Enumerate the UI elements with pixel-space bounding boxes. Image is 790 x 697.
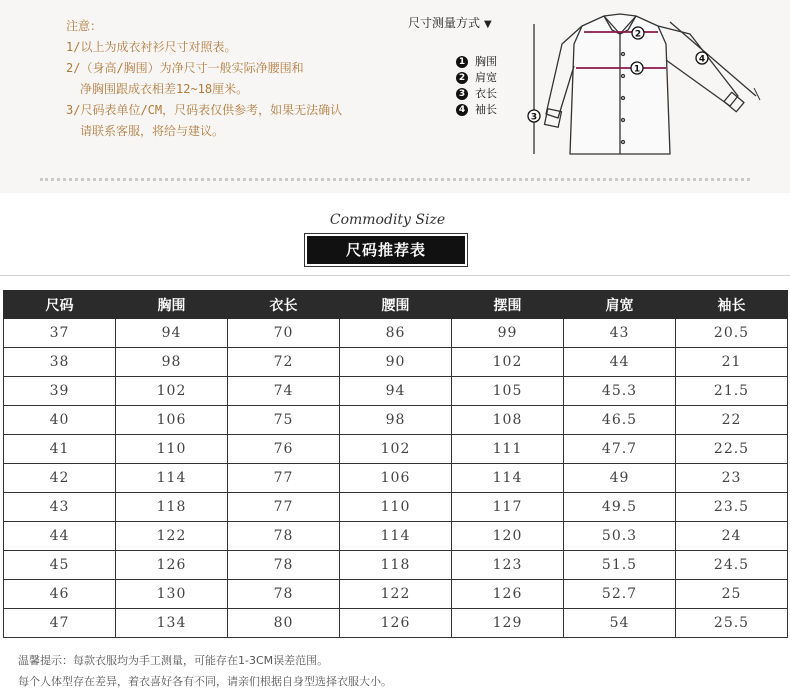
legend-item	[456, 102, 497, 118]
measure-method-title	[408, 14, 492, 31]
legend-label: 胸围	[475, 55, 497, 68]
table-row	[4, 493, 788, 522]
section-title: 尺码推荐表	[307, 236, 465, 264]
header-shoulder: 肩宽	[564, 291, 676, 319]
note-line: 净胸围跟成衣相差12~18厘米。	[80, 82, 249, 96]
table-cell: 126	[452, 580, 564, 609]
marker-shoulder: 2	[634, 29, 642, 40]
table-cell: 78	[228, 580, 340, 609]
table-cell: 51.5	[564, 551, 676, 580]
table-cell: 52.7	[564, 580, 676, 609]
table-cell: 110	[340, 493, 452, 522]
table-cell: 86	[340, 319, 452, 348]
legend-item	[456, 86, 497, 102]
shirt-measure-icon	[520, 4, 770, 162]
table-cell: 130	[116, 580, 228, 609]
table-cell: 77	[228, 464, 340, 493]
table-row	[4, 377, 788, 406]
table-cell: 45	[4, 551, 116, 580]
table-cell: 105	[452, 377, 564, 406]
table-row	[4, 522, 788, 551]
table-cell: 44	[564, 348, 676, 377]
section-divider	[0, 275, 790, 276]
legend-label: 衣长	[475, 87, 497, 100]
marker-length: 3	[530, 112, 538, 123]
table-cell: 20.5	[676, 319, 788, 348]
table-cell: 21	[676, 348, 788, 377]
table-cell: 129	[452, 609, 564, 638]
header-length: 衣长	[228, 291, 340, 319]
table-cell: 41	[4, 435, 116, 464]
header-hem: 摆围	[452, 291, 564, 319]
note-line: 请联系客服，将给与建议。	[80, 124, 225, 138]
table-cell: 108	[452, 406, 564, 435]
table-row	[4, 580, 788, 609]
table-cell: 122	[340, 580, 452, 609]
size-notes	[66, 16, 396, 142]
table-cell: 25	[676, 580, 788, 609]
table-cell: 118	[340, 551, 452, 580]
table-cell: 43	[564, 319, 676, 348]
table-cell: 114	[340, 522, 452, 551]
tip-line: 温馨提示：每款衣服均为手工测量，可能存在1-3CM误差范围。	[18, 654, 329, 667]
legend-item	[456, 54, 497, 70]
table-cell: 94	[116, 319, 228, 348]
table-cell: 47	[4, 609, 116, 638]
table-row	[4, 609, 788, 638]
table-cell: 102	[452, 348, 564, 377]
table-cell: 98	[116, 348, 228, 377]
table-cell: 99	[452, 319, 564, 348]
table-cell: 24	[676, 522, 788, 551]
legend-label: 袖长	[475, 103, 497, 116]
table-cell: 44	[4, 522, 116, 551]
table-cell: 45.3	[564, 377, 676, 406]
table-cell: 106	[340, 464, 452, 493]
legend-label: 肩宽	[475, 71, 497, 84]
number-badge-icon: 2	[456, 72, 468, 84]
table-cell: 118	[116, 493, 228, 522]
table-cell: 126	[340, 609, 452, 638]
table-cell: 120	[452, 522, 564, 551]
dotted-divider	[40, 178, 750, 181]
section-title-box	[304, 233, 468, 267]
header-size: 尺码	[4, 291, 116, 319]
table-row	[4, 406, 788, 435]
table-row	[4, 348, 788, 377]
size-table	[3, 290, 788, 638]
table-cell: 43	[4, 493, 116, 522]
table-cell: 23	[676, 464, 788, 493]
note-line: 1/以上为成衣衬衫尺寸对照表。	[66, 40, 237, 54]
tip-line: 每个人体型存在差异，着衣喜好各有不同，请亲们根据自身型选择衣服大小。	[18, 675, 392, 688]
table-cell: 75	[228, 406, 340, 435]
table-cell: 72	[228, 348, 340, 377]
table-cell: 21.5	[676, 377, 788, 406]
table-cell: 126	[116, 551, 228, 580]
number-badge-icon: 1	[456, 56, 468, 68]
header-waist: 腰围	[340, 291, 452, 319]
table-cell: 70	[228, 319, 340, 348]
table-header-row	[4, 291, 788, 319]
table-cell: 42	[4, 464, 116, 493]
table-cell: 78	[228, 522, 340, 551]
note-line: 3/尺码表单位/CM，尺码表仅供参考，如果无法确认	[66, 103, 343, 117]
table-cell: 111	[452, 435, 564, 464]
marker-chest: 1	[633, 64, 641, 75]
table-cell: 74	[228, 377, 340, 406]
table-cell: 46	[4, 580, 116, 609]
number-badge-icon: 4	[456, 104, 468, 116]
table-cell: 47.7	[564, 435, 676, 464]
marker-sleeve: 4	[698, 54, 706, 65]
table-cell: 49.5	[564, 493, 676, 522]
table-cell: 102	[116, 377, 228, 406]
table-cell: 78	[228, 551, 340, 580]
table-cell: 117	[452, 493, 564, 522]
table-cell: 46.5	[564, 406, 676, 435]
table-cell: 38	[4, 348, 116, 377]
measure-legend	[456, 54, 497, 118]
table-cell: 49	[564, 464, 676, 493]
table-cell: 122	[116, 522, 228, 551]
header-chest: 胸围	[116, 291, 228, 319]
note-line: 2/（身高/胸围）为净尺寸一般实际净腰围和	[66, 61, 304, 75]
table-cell: 37	[4, 319, 116, 348]
legend-item	[456, 70, 497, 86]
number-badge-icon: 3	[456, 88, 468, 100]
table-cell: 76	[228, 435, 340, 464]
table-cell: 23.5	[676, 493, 788, 522]
table-cell: 90	[340, 348, 452, 377]
table-row	[4, 319, 788, 348]
table-cell: 40	[4, 406, 116, 435]
table-cell: 50.3	[564, 522, 676, 551]
table-cell: 80	[228, 609, 340, 638]
table-cell: 98	[340, 406, 452, 435]
triangle-down-icon: ▼	[484, 19, 492, 30]
table-cell: 134	[116, 609, 228, 638]
table-row	[4, 464, 788, 493]
table-cell: 39	[4, 377, 116, 406]
table-cell: 123	[452, 551, 564, 580]
table-cell: 94	[340, 377, 452, 406]
table-row	[4, 435, 788, 464]
table-cell: 22.5	[676, 435, 788, 464]
table-cell: 110	[116, 435, 228, 464]
notes-panel	[0, 0, 790, 193]
table-cell: 102	[340, 435, 452, 464]
table-cell: 114	[116, 464, 228, 493]
table-row	[4, 551, 788, 580]
table-cell: 54	[564, 609, 676, 638]
notes-title: 注意：	[66, 19, 103, 33]
header-sleeve: 袖长	[676, 291, 788, 319]
tips	[18, 650, 392, 692]
table-cell: 77	[228, 493, 340, 522]
table-cell: 25.5	[676, 609, 788, 638]
table-cell: 114	[452, 464, 564, 493]
table-cell: 24.5	[676, 551, 788, 580]
measure-method-label: 尺寸测量方式	[408, 16, 481, 30]
table-cell: 22	[676, 406, 788, 435]
section-title-english: Commodity Size	[329, 212, 446, 228]
table-cell: 106	[116, 406, 228, 435]
